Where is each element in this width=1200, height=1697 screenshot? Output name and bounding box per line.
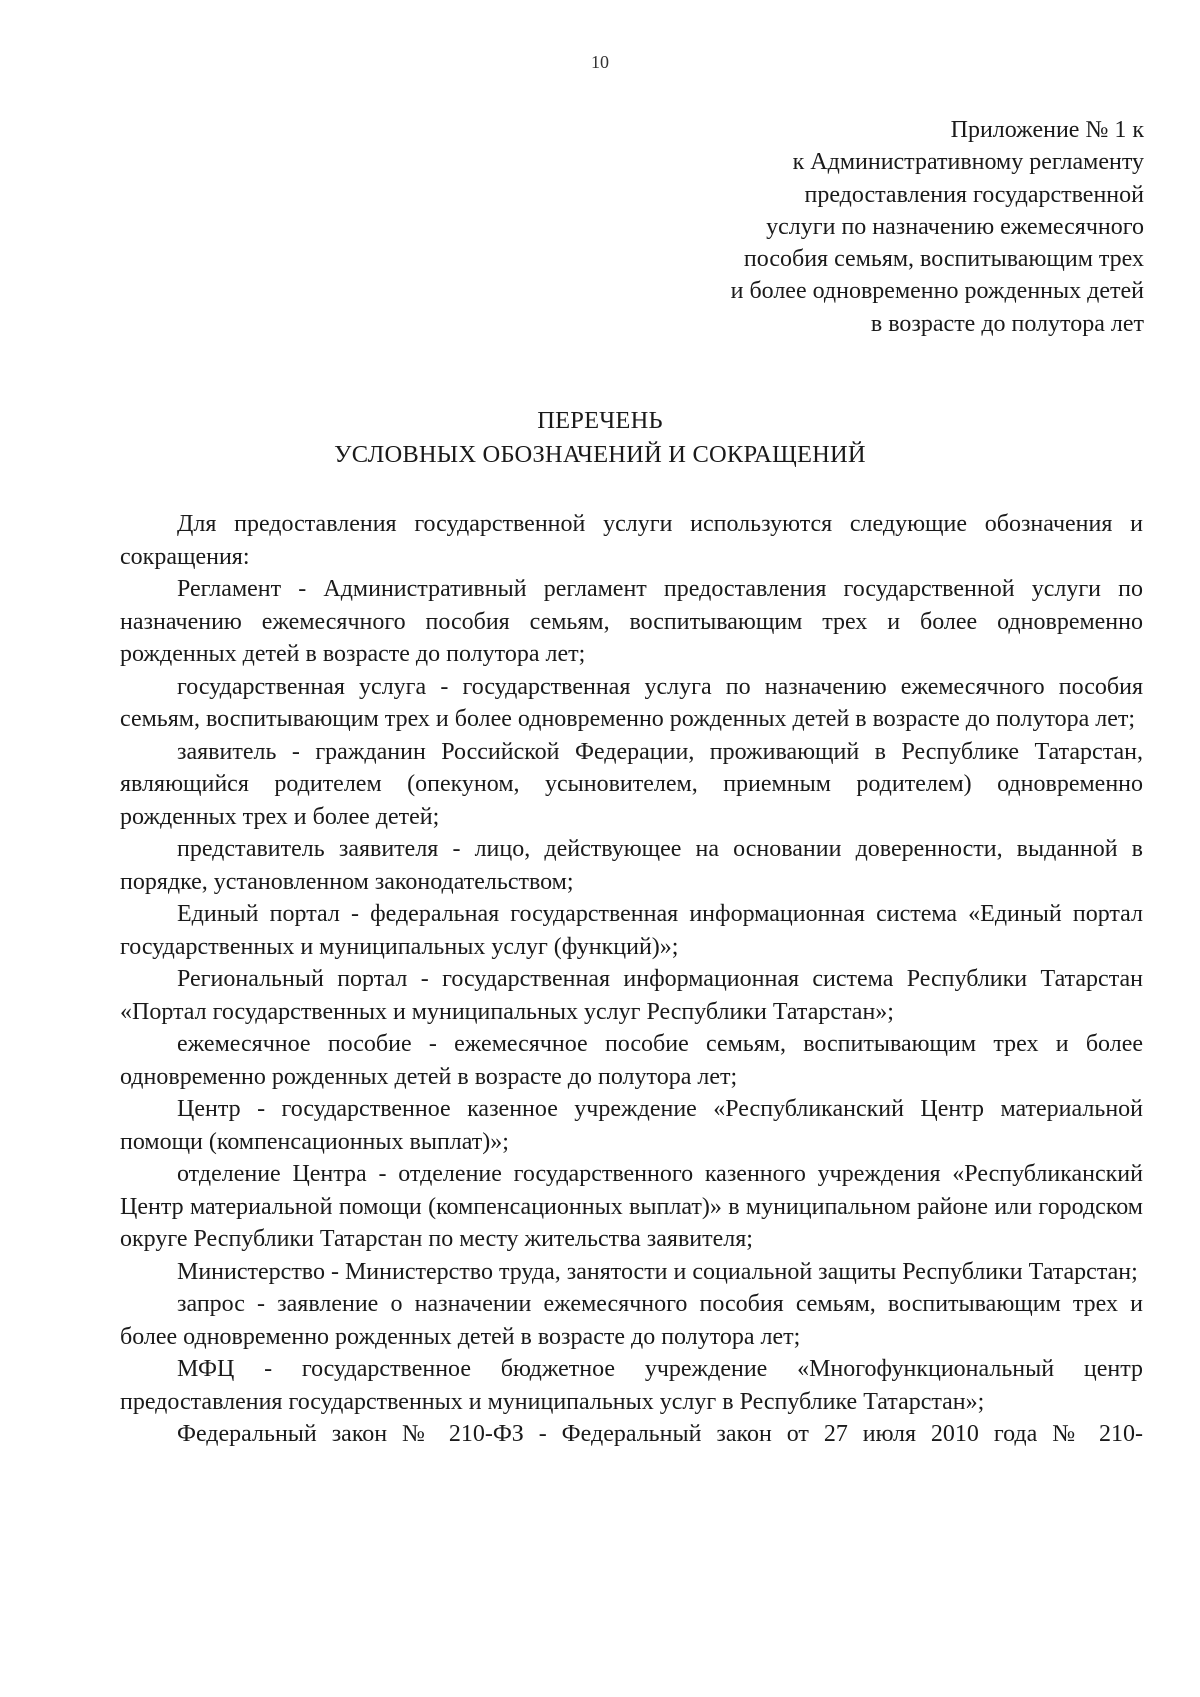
definition-applicant: заявитель - гражданин Российской Федерации, проживающий в Республике Татарстан, являющийся родителем (опекуном, усыновителем, приемным родителем) одновременно рожденных трех и более детей; — [120, 738, 1143, 830]
appendix-line: пособия семьям, воспитывающим трех — [743, 246, 1144, 273]
page-number: 10 — [591, 52, 609, 72]
definition-monthly-allowance: ежемесячное пособие - ежемесячное пособие семьям, воспитывающим трех и более одновременно рожденных детей в возрасте до полутора лет; — [120, 1031, 1143, 1090]
definition-unified-portal: Единый портал - федеральная государственная информационная система «Единый портал государственных и муниципальных услуг (функций)»; — [120, 901, 1143, 960]
document-body — [120, 508, 1143, 1451]
definition-center: Центр - государственное казенное учреждение «Республиканский Центр материальной помощи (компенсационных выплат)»; — [120, 1096, 1143, 1155]
definition-reglament: Регламент - Административный регламент предоставления государственной услуги по назначению ежемесячного пособия семьям, воспитывающим трех и более одновременно рожденных детей в возрасте до полутора лет; — [120, 576, 1143, 667]
definition-regional-portal: Региональный портал - государственная информационная система Республики Татарстан «Портал государственных и муниципальных услуг Республики Татарстан»; — [120, 966, 1143, 1025]
definition-state-service: государственная услуга - государственная услуга по назначению ежемесячного пособия семьям, воспитывающим трех и более одновременно рожденных детей в возрасте до полутора лет; — [120, 673, 1143, 732]
paragraph-intro: Для предоставления государственной услуги используются следующие обозначения и сокращения: — [120, 511, 1143, 570]
definition-request: запрос - заявление о назначении ежемесячного пособия семьям, воспитывающим трех и более одновременно рожденных детей в возрасте до полутора лет; — [120, 1291, 1143, 1350]
definition-ministry: Министерство - Министерство труда, занятости и социальной защиты Республики Татарстан; — [177, 1258, 1138, 1285]
appendix-line: услуги по назначению ежемесячного — [766, 213, 1144, 240]
heading-subtitle: УСЛОВНЫХ ОБОЗНАЧЕНИЙ И СОКРАЩЕНИЙ — [334, 441, 866, 468]
document-heading — [0, 404, 1200, 472]
definition-mfc: МФЦ - государственное бюджетное учреждение «Многофункциональный центр предоставления государственных и муниципальных услуг в Республике Татарстан»; — [120, 1356, 1143, 1415]
definition-applicant-representative: представитель заявителя - лицо, действующее на основании доверенности, выданной в порядке, установленном законодательством; — [120, 836, 1143, 895]
heading-title: ПЕРЕЧЕНЬ — [537, 407, 663, 434]
appendix-line: к Административному регламенту — [792, 149, 1144, 176]
appendix-line: и более одновременно рожденных детей — [730, 278, 1144, 305]
definition-center-branch: отделение Центра - отделение государственного казенного учреждения «Республиканский Центр материальной помощи (компенсационных выплат)» в муниципальном районе или городском округе Республики Татарстан по месту жительства заявителя; — [120, 1161, 1143, 1252]
appendix-line: Приложение № 1 к — [950, 117, 1144, 143]
definition-federal-law: Федеральный закон № 210-ФЗ - Федеральный закон от 27 июля 2010 года № 210- — [177, 1421, 1143, 1447]
appendix-line: в возрасте до полутора лет — [870, 310, 1144, 337]
appendix-line: предоставления государственной — [804, 181, 1144, 208]
appendix-caption — [584, 114, 1144, 340]
